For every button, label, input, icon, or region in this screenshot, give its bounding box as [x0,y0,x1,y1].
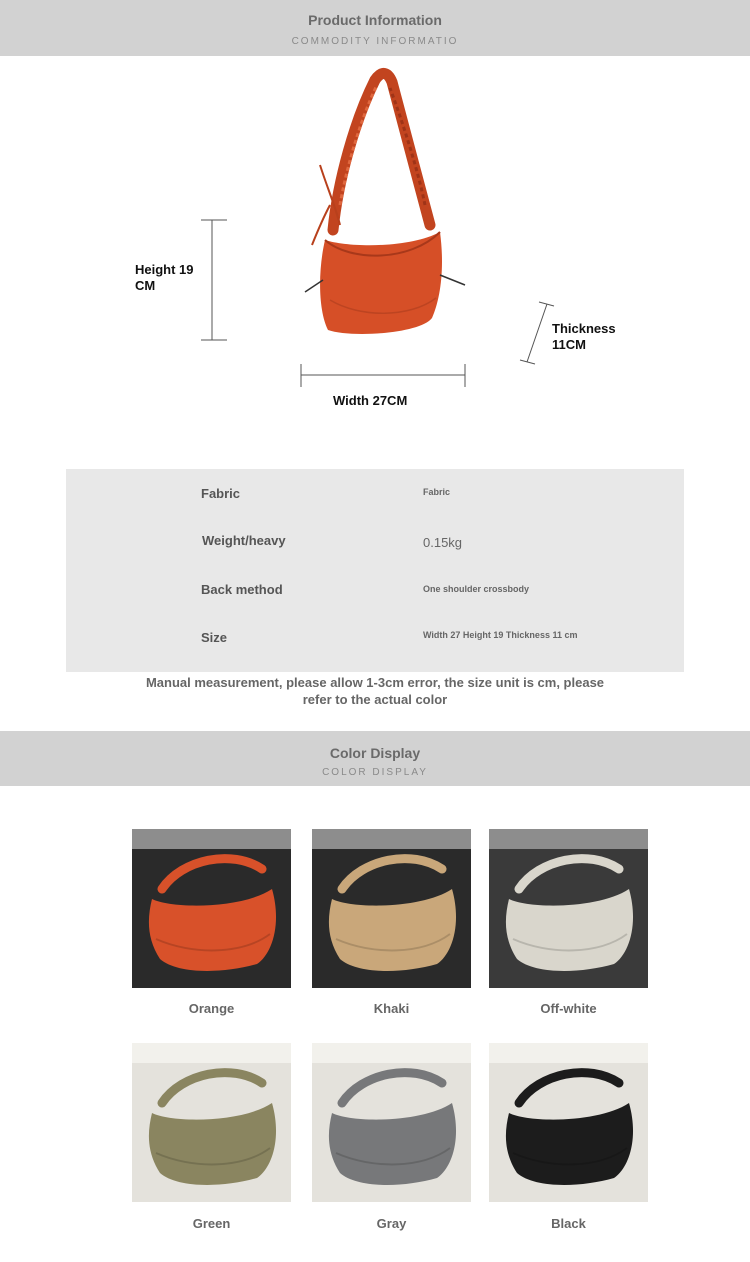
spec-value-fabric: Fabric [423,487,451,497]
color-photo-orange[interactable] [132,829,291,988]
measurement-note [0,674,750,708]
color-display-banner [0,731,750,786]
color-caption-khaki: Khaki [373,1001,410,1016]
color-photo-off-white[interactable] [489,829,648,988]
color-caption-orange: Orange [188,1001,235,1016]
color-banner-title: Color Display [329,745,421,761]
spec-label-fabric: Fabric [201,486,241,501]
spec-value-weight: 0.15kg [423,535,463,550]
banner-title: Product Information [308,12,442,28]
spec-label-size: Size [201,630,228,645]
color-caption-off-white: Off-white [540,1001,597,1016]
color-photo-gray[interactable] [312,1043,471,1202]
measurement-note-text: Manual measurement, please allow 1-3cm error, the size unit is cm, please refer to the actual color [145,675,605,707]
width-label: Width 27CM [333,393,408,408]
spec-value-back-method: One shoulder crossbody [423,584,530,594]
thickness-label: Thickness 11CM [552,321,616,352]
color-caption-gray: Gray [376,1216,407,1231]
height-label: Height 19 CM [135,262,194,293]
spec-table [66,469,684,672]
product-info-banner [0,0,750,56]
spec-label-weight: Weight/heavy [202,533,286,548]
color-photo-black[interactable] [489,1043,648,1202]
color-banner-subtitle: COLOR DISPLAY [322,767,428,778]
spec-label-back-method: Back method [201,582,283,597]
spec-value-size: Width 27 Height 19 Thickness 11 cm [423,630,578,640]
color-photo-green[interactable] [132,1043,291,1202]
color-photo-khaki[interactable] [312,829,471,988]
color-caption-green: Green [192,1216,231,1231]
color-caption-black: Black [551,1216,586,1231]
bag-strap [333,73,430,230]
banner-subtitle: COMMODITY INFORMATIO [291,36,459,47]
